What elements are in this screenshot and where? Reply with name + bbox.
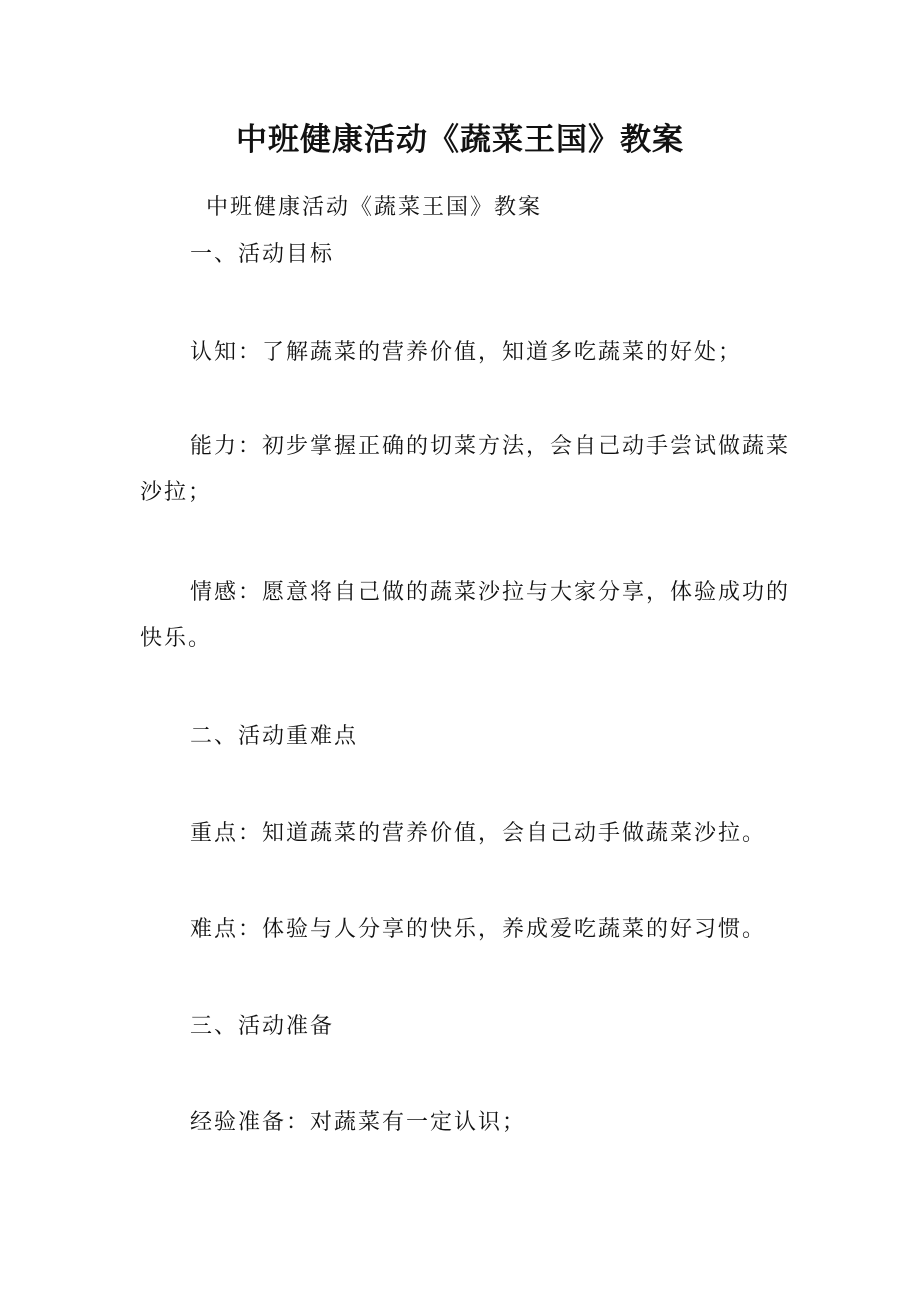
section-heading-preparation: 三、活动准备 — [190, 1014, 335, 1039]
goal-ability-text: 能力：初步掌握正确的切菜方法，会自己动手尝试做蔬菜沙拉； — [140, 434, 791, 505]
document-subtitle: 中班健康活动《蔬菜王国》教案 — [206, 195, 543, 220]
key-point-text: 重点：知道蔬菜的营养价值，会自己动手做蔬菜沙拉。 — [190, 821, 767, 846]
document-title: 中班健康活动《蔬菜王国》教案 — [236, 122, 684, 158]
difficult-point-text: 难点：体验与人分享的快乐，养成爱吃蔬菜的好习惯。 — [190, 917, 767, 942]
section-heading-goals: 一、活动目标 — [190, 242, 335, 267]
goal-emotion-text: 情感：愿意将自己做的蔬菜沙拉与大家分享，体验成功的快乐。 — [140, 580, 791, 651]
prep-experience-text: 经验准备：对蔬菜有一定认识； — [190, 1110, 527, 1135]
goal-cognition-text: 认知：了解蔬菜的营养价值，知道多吃蔬菜的好处； — [190, 340, 743, 365]
section-heading-key-points: 二、活动重难点 — [190, 724, 359, 749]
